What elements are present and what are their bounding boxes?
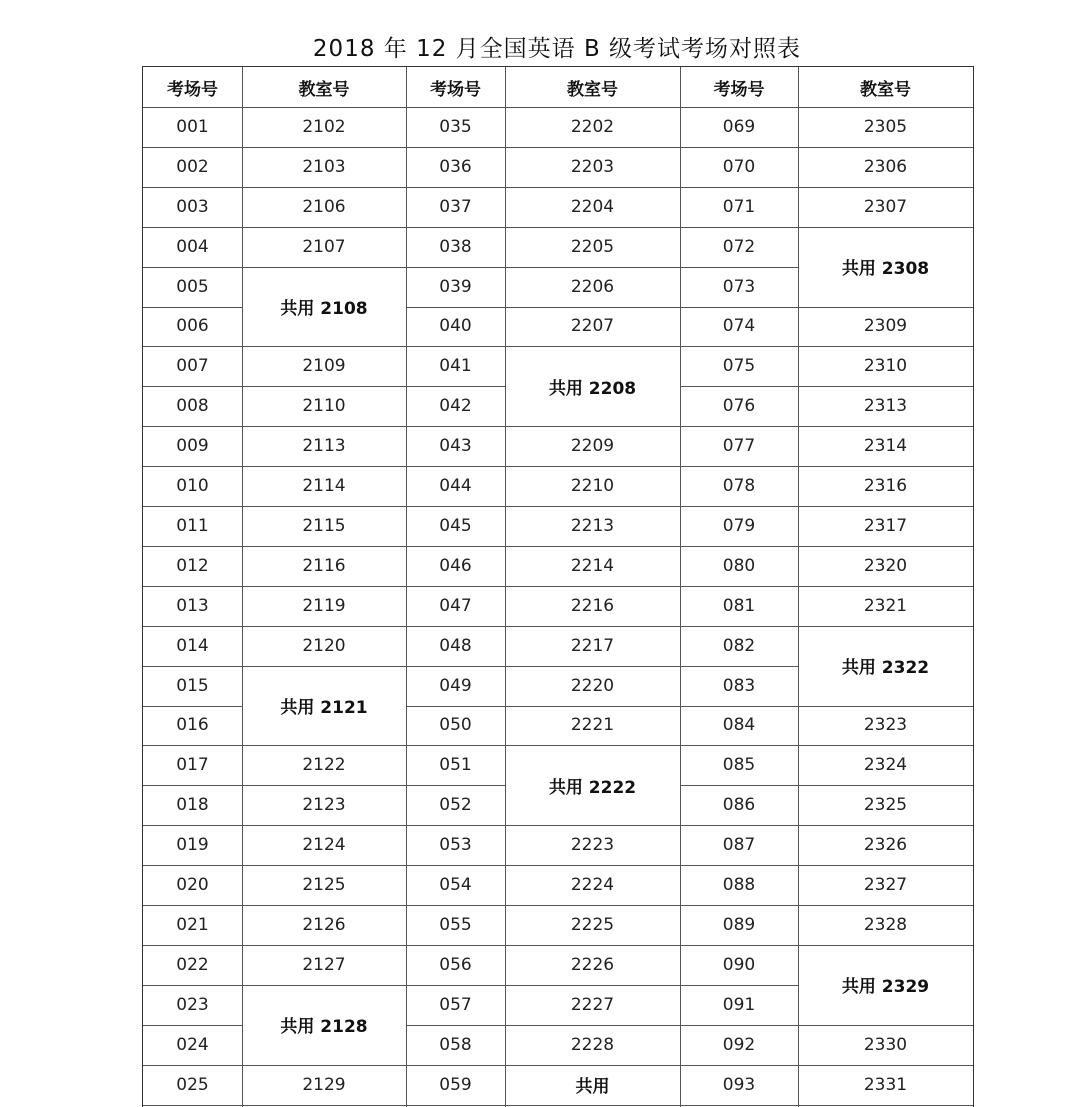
classroom-number-cell: 2310 bbox=[863, 356, 908, 377]
room-number-cell: 042 bbox=[439, 396, 472, 417]
header-classroom-number: 教室号 bbox=[298, 79, 350, 100]
classroom-number-cell: 2313 bbox=[863, 396, 908, 417]
room-number-cell: 024 bbox=[176, 1034, 209, 1055]
shared-classroom-cell: 共用 2322 bbox=[841, 658, 930, 679]
room-number-cell: 055 bbox=[439, 914, 472, 935]
room-number-cell: 005 bbox=[176, 276, 209, 297]
room-number-cell: 014 bbox=[176, 635, 209, 656]
shared-classroom-cell: 共用 bbox=[575, 1077, 610, 1098]
classroom-number-cell: 2109 bbox=[302, 356, 346, 377]
room-number-cell: 078 bbox=[722, 476, 756, 497]
room-number-cell: 076 bbox=[722, 396, 756, 417]
room-number-cell: 008 bbox=[176, 396, 209, 417]
classroom-number-cell: 2323 bbox=[863, 715, 908, 736]
room-number-cell: 019 bbox=[176, 835, 209, 856]
shared-classroom-cell: 共用 2128 bbox=[280, 1017, 368, 1038]
classroom-number-cell: 2220 bbox=[570, 675, 615, 696]
classroom-number-cell: 2210 bbox=[570, 476, 615, 497]
classroom-number-cell: 2331 bbox=[863, 1074, 908, 1095]
room-number-cell: 052 bbox=[439, 795, 472, 816]
room-number-cell: 071 bbox=[722, 196, 756, 217]
classroom-number-cell: 2115 bbox=[302, 515, 346, 536]
room-number-cell: 059 bbox=[439, 1074, 472, 1095]
row-divider bbox=[242, 1105, 406, 1106]
room-number-cell: 086 bbox=[722, 795, 756, 816]
room-number-cell: 051 bbox=[439, 755, 472, 776]
classroom-number-cell: 2307 bbox=[863, 196, 908, 217]
room-number-cell: 003 bbox=[176, 196, 209, 217]
classroom-number-cell: 2321 bbox=[863, 595, 908, 616]
room-number-cell: 023 bbox=[176, 994, 209, 1015]
classroom-number-cell: 2116 bbox=[302, 555, 346, 576]
room-number-cell: 085 bbox=[722, 755, 756, 776]
classroom-number-cell: 2129 bbox=[302, 1074, 346, 1095]
classroom-number-cell: 2202 bbox=[570, 116, 615, 137]
room-number-cell: 002 bbox=[176, 156, 209, 177]
room-number-cell: 058 bbox=[439, 1034, 472, 1055]
room-number-cell: 048 bbox=[439, 635, 472, 656]
classroom-number-cell: 2226 bbox=[570, 954, 615, 975]
classroom-number-cell: 2110 bbox=[302, 396, 346, 417]
room-number-cell: 045 bbox=[439, 515, 472, 536]
room-number-cell: 015 bbox=[176, 675, 209, 696]
room-number-cell: 039 bbox=[439, 276, 472, 297]
classroom-number-cell: 2320 bbox=[863, 555, 908, 576]
classroom-number-cell: 2216 bbox=[570, 595, 615, 616]
header-room-number: 考场号 bbox=[167, 79, 218, 100]
room-number-cell: 070 bbox=[722, 156, 756, 177]
room-number-cell: 007 bbox=[176, 356, 209, 377]
classroom-number-cell: 2227 bbox=[570, 994, 615, 1015]
room-number-cell: 050 bbox=[439, 715, 472, 736]
room-number-cell: 069 bbox=[722, 116, 756, 137]
room-number-cell: 036 bbox=[439, 156, 472, 177]
row-divider bbox=[143, 1105, 242, 1106]
classroom-number-cell: 2120 bbox=[302, 635, 346, 656]
classroom-number-cell: 2207 bbox=[570, 316, 615, 337]
classroom-number-cell: 2317 bbox=[863, 515, 908, 536]
room-number-cell: 091 bbox=[722, 994, 756, 1015]
classroom-number-cell: 2107 bbox=[302, 236, 346, 257]
room-number-cell: 011 bbox=[176, 515, 209, 536]
classroom-number-cell: 2119 bbox=[302, 595, 346, 616]
classroom-number-cell: 2326 bbox=[863, 835, 908, 856]
shared-classroom-cell: 共用 2222 bbox=[548, 777, 637, 798]
classroom-number-cell: 2103 bbox=[302, 156, 346, 177]
room-number-cell: 056 bbox=[439, 954, 472, 975]
classroom-number-cell: 2221 bbox=[570, 715, 615, 736]
room-number-cell: 081 bbox=[722, 595, 756, 616]
classroom-number-cell: 2213 bbox=[570, 515, 615, 536]
classroom-number-cell: 2122 bbox=[302, 755, 346, 776]
classroom-number-cell: 2102 bbox=[302, 116, 346, 137]
shared-classroom-cell: 共用 2308 bbox=[841, 259, 930, 280]
room-number-cell: 075 bbox=[722, 356, 756, 377]
room-number-cell: 084 bbox=[722, 715, 756, 736]
room-number-cell: 092 bbox=[722, 1034, 756, 1055]
room-number-cell: 001 bbox=[176, 116, 209, 137]
room-number-cell: 010 bbox=[176, 476, 209, 497]
room-number-cell: 009 bbox=[176, 436, 209, 457]
classroom-number-cell: 2316 bbox=[863, 476, 908, 497]
classroom-number-cell: 2209 bbox=[570, 436, 615, 457]
classroom-number-cell: 2124 bbox=[302, 835, 346, 856]
row-divider bbox=[798, 1105, 973, 1106]
exam-room-table bbox=[142, 66, 974, 1107]
classroom-number-cell: 2224 bbox=[570, 875, 615, 896]
room-number-cell: 083 bbox=[722, 675, 756, 696]
classroom-number-cell: 2203 bbox=[570, 156, 615, 177]
room-number-cell: 074 bbox=[722, 316, 756, 337]
room-number-cell: 090 bbox=[722, 954, 756, 975]
room-number-cell: 057 bbox=[439, 994, 472, 1015]
row-divider bbox=[680, 1105, 798, 1106]
classroom-number-cell: 2309 bbox=[863, 316, 908, 337]
room-number-cell: 079 bbox=[722, 515, 756, 536]
classroom-number-cell: 2228 bbox=[570, 1034, 615, 1055]
classroom-number-cell: 2225 bbox=[570, 914, 615, 935]
room-number-cell: 041 bbox=[439, 356, 472, 377]
shared-classroom-cell: 共用 2121 bbox=[280, 697, 368, 718]
classroom-number-cell: 2217 bbox=[570, 635, 615, 656]
room-number-cell: 080 bbox=[722, 555, 756, 576]
header-classroom-number: 教室号 bbox=[860, 79, 911, 100]
shared-classroom-cell: 共用 2329 bbox=[841, 977, 930, 998]
room-number-cell: 073 bbox=[722, 276, 756, 297]
room-number-cell: 006 bbox=[176, 316, 209, 337]
room-number-cell: 040 bbox=[439, 316, 472, 337]
room-number-cell: 038 bbox=[439, 236, 472, 257]
classroom-number-cell: 2330 bbox=[863, 1034, 908, 1055]
shared-classroom-cell: 共用 2108 bbox=[280, 298, 368, 319]
room-number-cell: 021 bbox=[176, 914, 209, 935]
room-number-cell: 054 bbox=[439, 875, 472, 896]
room-number-cell: 049 bbox=[439, 675, 472, 696]
classroom-number-cell: 2328 bbox=[863, 914, 908, 935]
classroom-number-cell: 2223 bbox=[570, 835, 615, 856]
classroom-number-cell: 2305 bbox=[863, 116, 908, 137]
room-number-cell: 013 bbox=[176, 595, 209, 616]
classroom-number-cell: 2126 bbox=[302, 914, 346, 935]
classroom-number-cell: 2113 bbox=[302, 436, 346, 457]
room-number-cell: 082 bbox=[722, 635, 756, 656]
room-number-cell: 077 bbox=[722, 436, 756, 457]
classroom-number-cell: 2114 bbox=[302, 476, 346, 497]
header-room-number: 考场号 bbox=[430, 79, 481, 100]
room-number-cell: 047 bbox=[439, 595, 472, 616]
room-number-cell: 072 bbox=[722, 236, 756, 257]
room-number-cell: 018 bbox=[176, 795, 209, 816]
room-number-cell: 016 bbox=[176, 715, 209, 736]
room-number-cell: 093 bbox=[722, 1074, 756, 1095]
room-number-cell: 035 bbox=[439, 116, 472, 137]
room-number-cell: 025 bbox=[176, 1074, 209, 1095]
room-number-cell: 053 bbox=[439, 835, 472, 856]
page-title: 2018 年 12 月全国英语 B 级考试考场对照表 bbox=[312, 36, 802, 62]
room-number-cell: 022 bbox=[176, 954, 209, 975]
room-number-cell: 012 bbox=[176, 555, 209, 576]
classroom-number-cell: 2327 bbox=[863, 875, 908, 896]
classroom-number-cell: 2106 bbox=[302, 196, 346, 217]
row-divider bbox=[406, 1105, 505, 1106]
shared-classroom-cell: 共用 2208 bbox=[548, 378, 637, 399]
room-number-cell: 037 bbox=[439, 196, 472, 217]
room-number-cell: 088 bbox=[722, 875, 756, 896]
room-number-cell: 089 bbox=[722, 914, 756, 935]
room-number-cell: 087 bbox=[722, 835, 756, 856]
classroom-number-cell: 2204 bbox=[570, 196, 615, 217]
classroom-number-cell: 2127 bbox=[302, 954, 346, 975]
classroom-number-cell: 2324 bbox=[863, 755, 908, 776]
header-classroom-number: 教室号 bbox=[567, 79, 618, 100]
classroom-number-cell: 2306 bbox=[863, 156, 908, 177]
classroom-number-cell: 2205 bbox=[570, 236, 615, 257]
header-room-number: 考场号 bbox=[713, 79, 765, 100]
room-number-cell: 044 bbox=[439, 476, 472, 497]
room-number-cell: 017 bbox=[176, 755, 209, 776]
room-number-cell: 046 bbox=[439, 555, 472, 576]
classroom-number-cell: 2125 bbox=[302, 875, 346, 896]
classroom-number-cell: 2325 bbox=[863, 795, 908, 816]
room-number-cell: 043 bbox=[439, 436, 472, 457]
classroom-number-cell: 2314 bbox=[863, 436, 908, 457]
classroom-number-cell: 2214 bbox=[570, 555, 615, 576]
room-number-cell: 004 bbox=[176, 236, 209, 257]
room-number-cell: 020 bbox=[176, 875, 209, 896]
classroom-number-cell: 2123 bbox=[302, 795, 346, 816]
row-divider bbox=[505, 1105, 680, 1106]
classroom-number-cell: 2206 bbox=[570, 276, 615, 297]
